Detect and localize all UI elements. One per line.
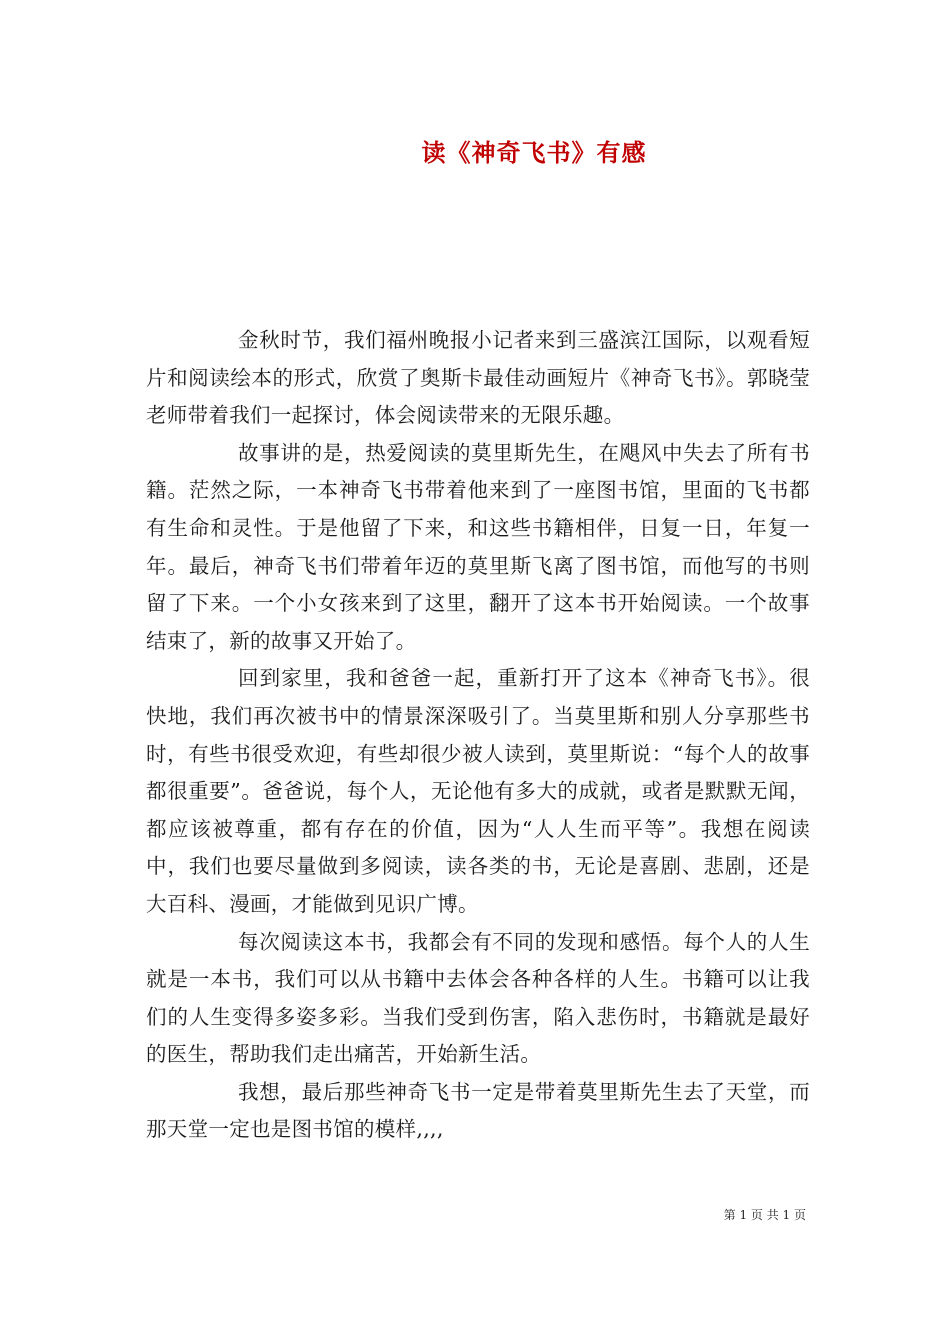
paragraph: 每次阅读这本书，我都会有不同的发现和感悟。每个人的人生就是一本书，我们可以从书籍中去体会各种各样的人生。书籍可以让我们的人生变得多姿多彩。当我们受到伤害，陷入悲伤时，书籍就是最好的医生，帮助我们走出痛苦，开始新生活。: [146, 929, 810, 1067]
document-title: 读《神奇飞书》有感: [421, 138, 647, 167]
paragraph: 我想，最后那些神奇飞书一定是带着莫里斯先生去了天堂，而那天堂一定也是图书馆的模样,,,,: [146, 1079, 810, 1142]
paragraph: 回到家里，我和爸爸一起，重新打开了这本《神奇飞书》。很快地，我们再次被书中的情景深深吸引了。当莫里斯和别人分享那些书时，有些书很受欢迎，有些却很少被人读到，莫里斯说：“每个人的故事都很重要”。爸爸说，每个人，无论他有多大的成就，或者是默默无闻，都应该被尊重，都有存在的价值，因为“人人生而平等”。我想在阅读中，我们也要尽量做到多阅读，读各类的书，无论是喜剧、悲剧，还是大百科、漫画，才能做到见识广博。: [146, 666, 810, 916]
paragraph: 金秋时节，我们福州晚报小记者来到三盛滨江国际，以观看短片和阅读绘本的形式，欣赏了奥斯卡最佳动画短片《神奇飞书》。郭晓莹老师带着我们一起探讨，体会阅读带来的无限乐趣。: [146, 328, 810, 428]
document-body: [146, 322, 810, 1149]
page-number-footer: 第 1 页 共 1 页: [723, 1208, 806, 1222]
paragraph: 故事讲的是，热爱阅读的莫里斯先生，在飓风中失去了所有书籍。茫然之际，一本神奇飞书带着他来到了一座图书馆，里面的飞书都有生命和灵性。于是他留了下来，和这些书籍相伴，日复一日，年复一年。最后，神奇飞书们带着年迈的莫里斯飞离了图书馆，而他写的书则留了下来。一个小女孩来到了这里，翻开了这本书开始阅读。一个故事结束了，新的故事又开始了。: [146, 440, 810, 653]
